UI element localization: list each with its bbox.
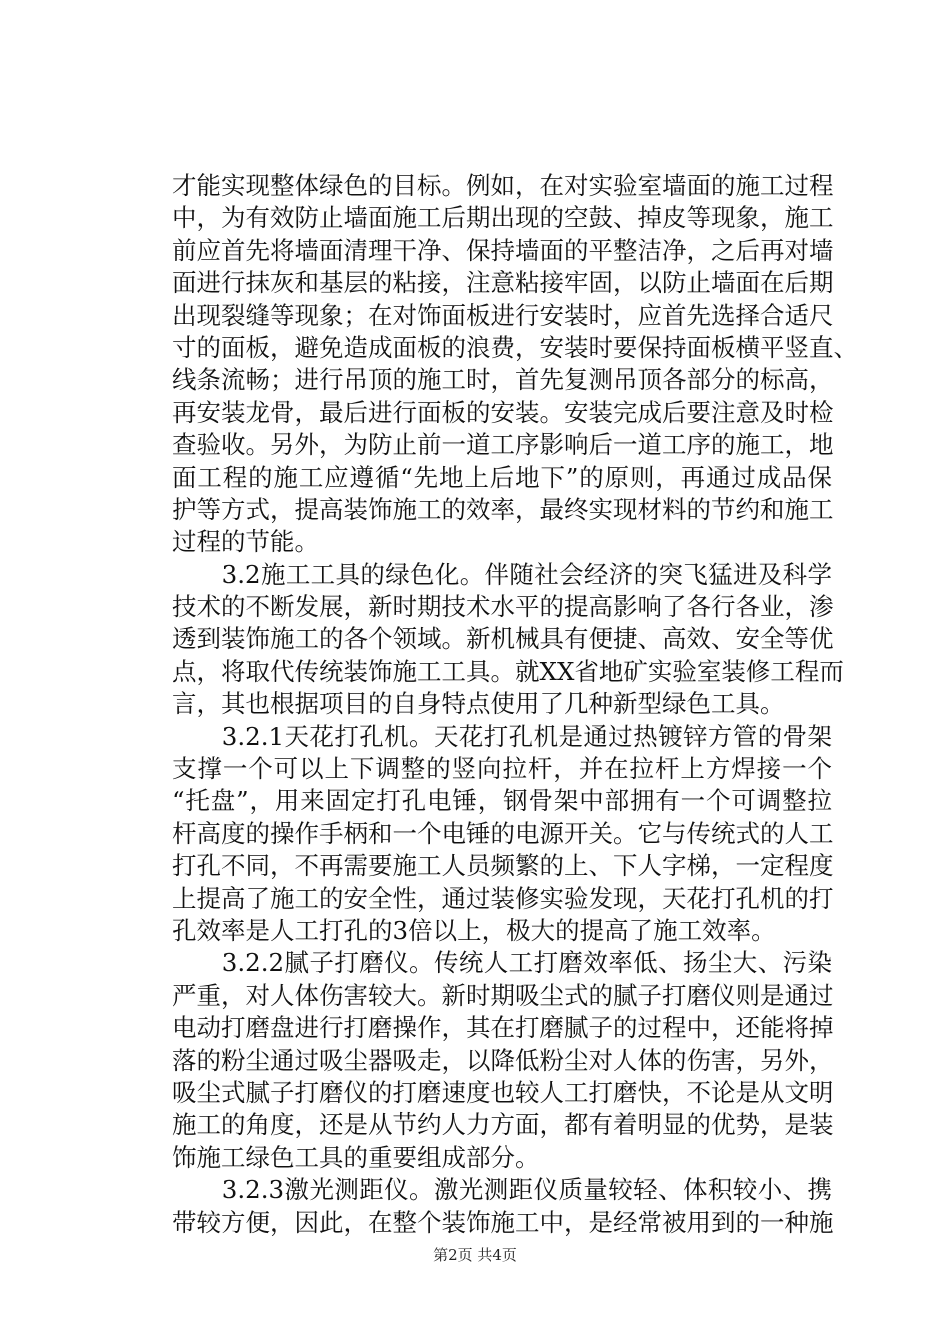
text-line: 3.2.3激光测距仪。激光测距仪质量较轻、体积较小、携 <box>172 1175 832 1205</box>
text-line: 3.2.1天花打孔机。天花打孔机是通过热镀锌方管的骨架 <box>172 721 832 751</box>
text-line: 打孔不同，不再需要施工人员频繁的上、下人字梯，一定程度 <box>172 851 834 881</box>
page-footer: 第2页 共4页 <box>433 1246 517 1264</box>
text-line: 线条流畅；进行吊顶的施工时，首先复测吊顶各部分的标高， <box>172 365 834 395</box>
text-line: 过程的节能。 <box>172 527 319 557</box>
text-line: 技术的不断发展，新时期技术水平的提高影响了各行各业，渗 <box>172 592 834 622</box>
text-line: 透到装饰施工的各个领域。新机械具有便捷、高效、安全等优 <box>172 624 834 654</box>
body-text <box>172 170 858 1239</box>
text-line: 支撑一个可以上下调整的竖向拉杆，并在拉杆上方焊接一个 <box>172 754 832 784</box>
text-line: 饰施工绿色工具的重要组成部分。 <box>172 1142 540 1172</box>
text-line: 3.2.2腻子打磨仪。传统人工打磨效率低、扬尘大、污染 <box>172 948 832 978</box>
text-line: 带较方便，因此，在整个装饰施工中，是经常被用到的一种施 <box>172 1207 834 1237</box>
text-line: 出现裂缝等现象；在对饰面板进行安装时，应首先选择合适尺 <box>172 300 834 330</box>
text-line: “托盘”，用来固定打孔电锤，钢骨架中部拥有一个可调整拉 <box>172 786 832 816</box>
text-line: 施工的角度，还是从节约人力方面，都有着明显的优势，是装 <box>172 1110 834 1140</box>
text-line: 点，将取代传统装饰施工工具。就XX省地矿实验室装修工程而 <box>172 656 844 686</box>
text-line: 落的粉尘通过吸尘器吸走，以降低粉尘对人体的伤害，另外， <box>172 1045 834 1075</box>
text-line: 孔效率是人工打孔的3倍以上，极大的提高了施工效率。 <box>172 915 776 945</box>
text-line: 前应首先将墙面清理干净、保持墙面的平整洁净，之后再对墙 <box>172 235 834 265</box>
text-line: 吸尘式腻子打磨仪的打磨速度也较人工打磨快，不论是从文明 <box>172 1077 834 1107</box>
text-line: 中，为有效防止墙面施工后期出现的空鼓、掉皮等现象，施工 <box>172 203 834 233</box>
text-line: 再安装龙骨，最后进行面板的安装。安装完成后要注意及时检 <box>172 397 834 427</box>
text-line: 面工程的施工应遵循“先地上后地下”的原则，再通过成品保 <box>172 462 832 492</box>
text-line: 护等方式，提高装饰施工的效率，最终实现材料的节约和施工 <box>172 494 834 524</box>
text-line: 查验收。另外，为防止前一道工序影响后一道工序的施工，地 <box>172 430 834 460</box>
text-line: 电动打磨盘进行打磨操作，其在打磨腻子的过程中，还能将掉 <box>172 1013 834 1043</box>
text-line: 才能实现整体绿色的目标。例如，在对实验室墙面的施工过程 <box>172 171 834 200</box>
text-line: 面进行抹灰和基层的粘接，注意粘接牢固，以防止墙面在后期 <box>172 268 834 298</box>
text-line: 杆高度的操作手柄和一个电锤的电源开关。它与传统式的人工 <box>172 818 834 848</box>
text-line: 上提高了施工的安全性，通过装修实验发现，天花打孔机的打 <box>172 883 834 913</box>
text-line: 寸的面板，避免造成面板的浪费，安装时要保持面板横平竖直、 <box>172 332 858 362</box>
text-line: 言，其也根据项目的自身特点使用了几种新型绿色工具。 <box>172 689 785 719</box>
text-line: 3.2施工工具的绿色化。伴随社会经济的突飞猛进及科学 <box>172 559 832 589</box>
text-line: 严重，对人体伤害较大。新时期吸尘式的腻子打磨仪则是通过 <box>172 980 834 1010</box>
